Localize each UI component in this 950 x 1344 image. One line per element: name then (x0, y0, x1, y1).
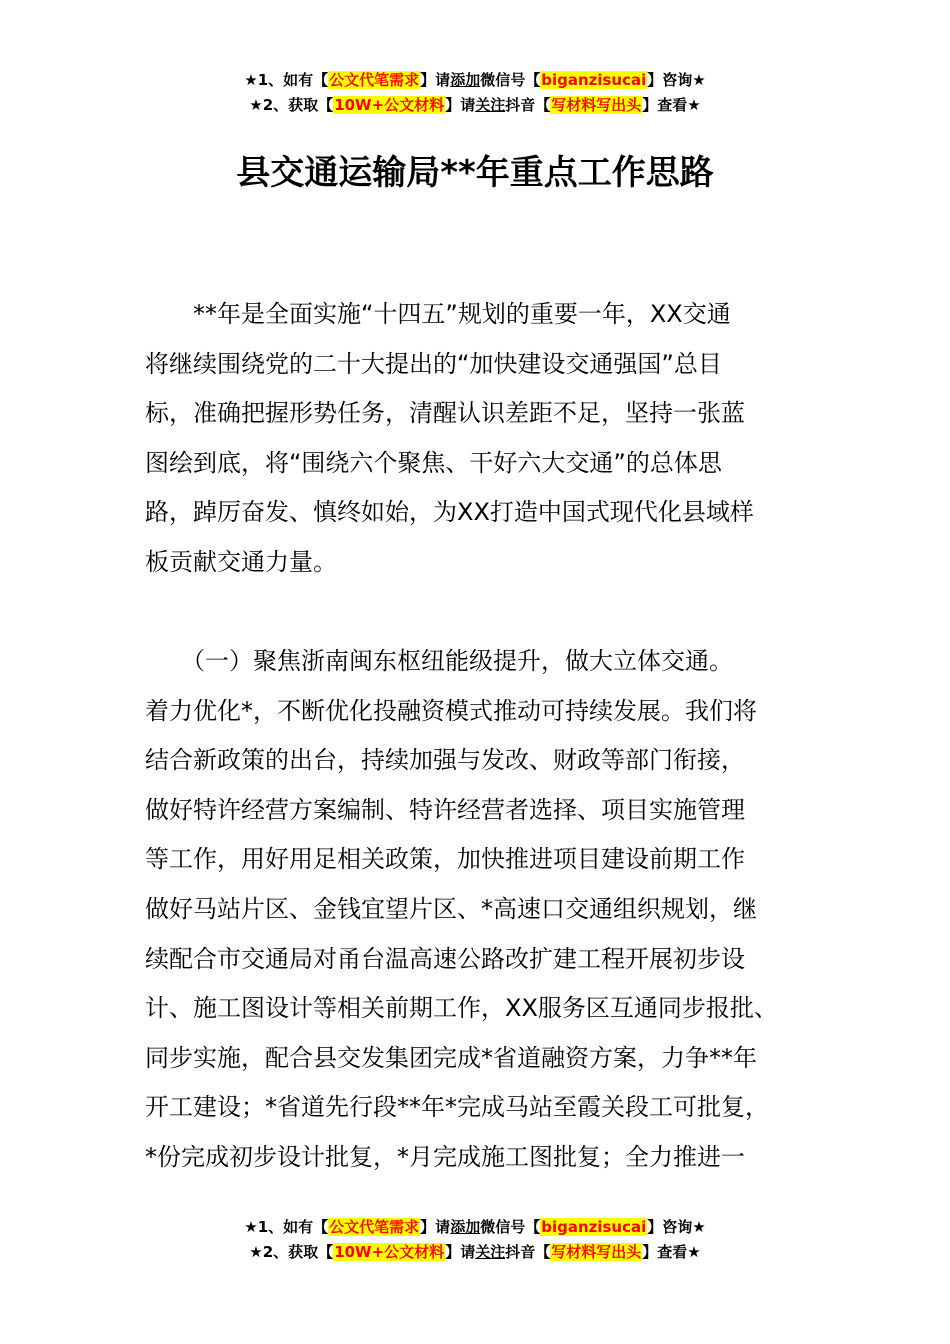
text-line: 续配合市交通局对甬台温高速公路改扩建工程开展初步设 (145, 944, 745, 973)
text-line: 开工建设；*省道先行段**年*完成马站至霞关段工可批复， (145, 1093, 769, 1122)
document-title: 县交通运输局**年重点工作思路 (236, 153, 714, 193)
text-line: 同步实施，配合县交发集团完成*省道融资方案，力争**年 (145, 1043, 757, 1072)
banner-line-1: ★1、如有【公文代笔需求】请添加微信号【biganzisucai】咨询★ (244, 1218, 706, 1236)
paragraph-2 (145, 637, 825, 1183)
text-line: 将继续围绕党的二十大提出的“加快建设交通强国”总目 (145, 349, 722, 378)
text-line: 计、施工图设计等相关前期工作，XX服务区互通同步报批、 (145, 994, 778, 1023)
text-line: 着力优化*，不断优化投融资模式推动可持续发展。我们将 (145, 696, 757, 725)
text-line: *份完成初步设计批复，*月完成施工图批复；全力推进一 (145, 1142, 745, 1171)
top-banner (0, 68, 950, 118)
text-line: 等工作，用好用足相关政策，加快推进项目建设前期工作 (145, 845, 745, 874)
text-line: 路，踔厉奋发、慎终如始，为XX打造中国式现代化县域样 (145, 498, 754, 527)
text-line: 结合新政策的出台，持续加强与发改、财政等部门衔接， (145, 746, 745, 775)
banner-line-1: ★1、如有【公文代笔需求】请添加微信号【biganzisucai】咨询★ (244, 71, 706, 89)
text-line: 标，准确把握形势任务，清醒认识差距不足，坚持一张蓝 (145, 399, 745, 428)
text-line: 板贡献交通力量。 (145, 547, 337, 576)
text-line: **年是全面实施“十四五”规划的重要一年，XX交通 (145, 300, 731, 328)
banner-line-2: ★2、获取【10W+公文材料】请关注抖音【写材料写出头】查看★ (249, 96, 701, 114)
banner-line-2: ★2、获取【10W+公文材料】请关注抖音【写材料写出头】查看★ (249, 1243, 701, 1261)
text-line: 做好特许经营方案编制、特许经营者选择、项目实施管理 (145, 795, 745, 824)
paragraph-1 (145, 290, 825, 588)
bottom-banner (0, 1215, 950, 1265)
text-line: 做好马站片区、金钱宜望片区、*高速口交通组织规划，继 (145, 894, 757, 923)
text-line: （一）聚焦浙南闽东枢纽能级提升，做大立体交通。 (145, 647, 733, 675)
text-line: 图绘到底，将“围绕六个聚焦、干好六大交通”的总体思 (145, 448, 722, 477)
